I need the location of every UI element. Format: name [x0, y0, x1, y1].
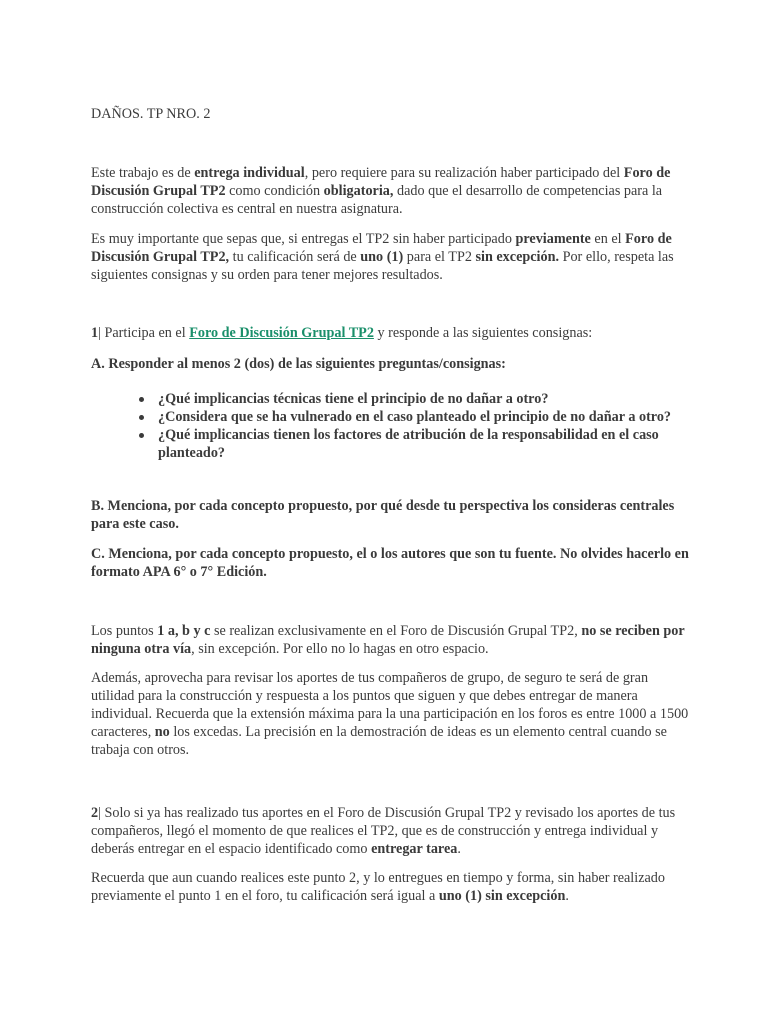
intro-paragraph-1: Este trabajo es de entrega individual, pero requiere para su realización haber participado del Foro de Discusión Grupal TP2 como condición obligatoria, dado que el desarrollo de competencias para la construcción colectiva es central en nuestra asignatura.: [91, 165, 671, 217]
consigna-c: C. Menciona, por cada concepto propuesto, el o los autores que son tu fuente. No olvides hacerlo en formato APA 6° o 7° Edición.: [91, 546, 689, 580]
list-item: ¿Qué implicancias técnicas tiene el principio de no dañar a otro?: [91, 390, 678, 408]
recuerda-paragraph: Recuerda que aun cuando realices este punto 2, y lo entregues en tiempo y forma, sin haber realizado previamente el punto 1 en el foro, tu calificación será igual a uno (1) sin excepción.: [91, 870, 665, 904]
list-item: ¿Qué implicancias tienen los factores de atribución de la responsabilidad en el caso planteado?: [91, 426, 678, 462]
section-2-paragraph: 2| Solo si ya has realizado tus aportes en el Foro de Discusión Grupal TP2 y revisado los aportes de tus compañeros, llegó el momento de que realices el TP2, que es de construcción y entrega individual y deberás entregar en el espacio identificado como entregar tarea.: [91, 805, 676, 857]
intro-paragraph-2: Es muy importante que sepas que, si entregas el TP2 sin haber participado previamente en el Foro de Discusión Grupal TP2, tu calificación será de uno (1) para el TP2 sin excepción. Por ello, respeta las siguientes consignas y su orden para tener mejores resultados.: [91, 231, 674, 283]
ademas-paragraph: Además, aprovecha para revisar los aportes de tus compañeros de grupo, de seguro te será de gran utilidad para la construcción y respuesta a los puntos que siguen y que debes entregar de manera individual. Recuerda que la extensión máxima para la una participación en los foros es entre 1000 a 1500 caracteres, no los excedas. La precisión en la demostración de ideas es un elemento central cuando se trabaja con otros.: [91, 670, 689, 758]
list-item: ¿Considera que se ha vulnerado en el caso planteado el principio de no dañar a otro?: [91, 408, 678, 426]
foro-link[interactable]: Foro de Discusión Grupal TP2: [189, 325, 374, 341]
question-list: [91, 390, 691, 462]
consigna-b: B. Menciona, por cada concepto propuesto, por qué desde tu perspectiva los consideras centrales para este caso.: [91, 498, 675, 532]
document-title: DAÑOS. TP NRO. 2: [91, 106, 211, 122]
puntos-paragraph: Los puntos 1 a, b y c se realizan exclusivamente en el Foro de Discusión Grupal TP2, no se reciben por ninguna otra vía, sin excepción. Por ello no lo hagas en otro espacio.: [91, 623, 685, 657]
section-1-intro: 1| Participa en el Foro de Discusión Grupal TP2 y responde a las siguientes consignas:: [91, 325, 593, 341]
consigna-a: A. Responder al menos 2 (dos) de las siguientes preguntas/consignas:: [91, 356, 506, 372]
